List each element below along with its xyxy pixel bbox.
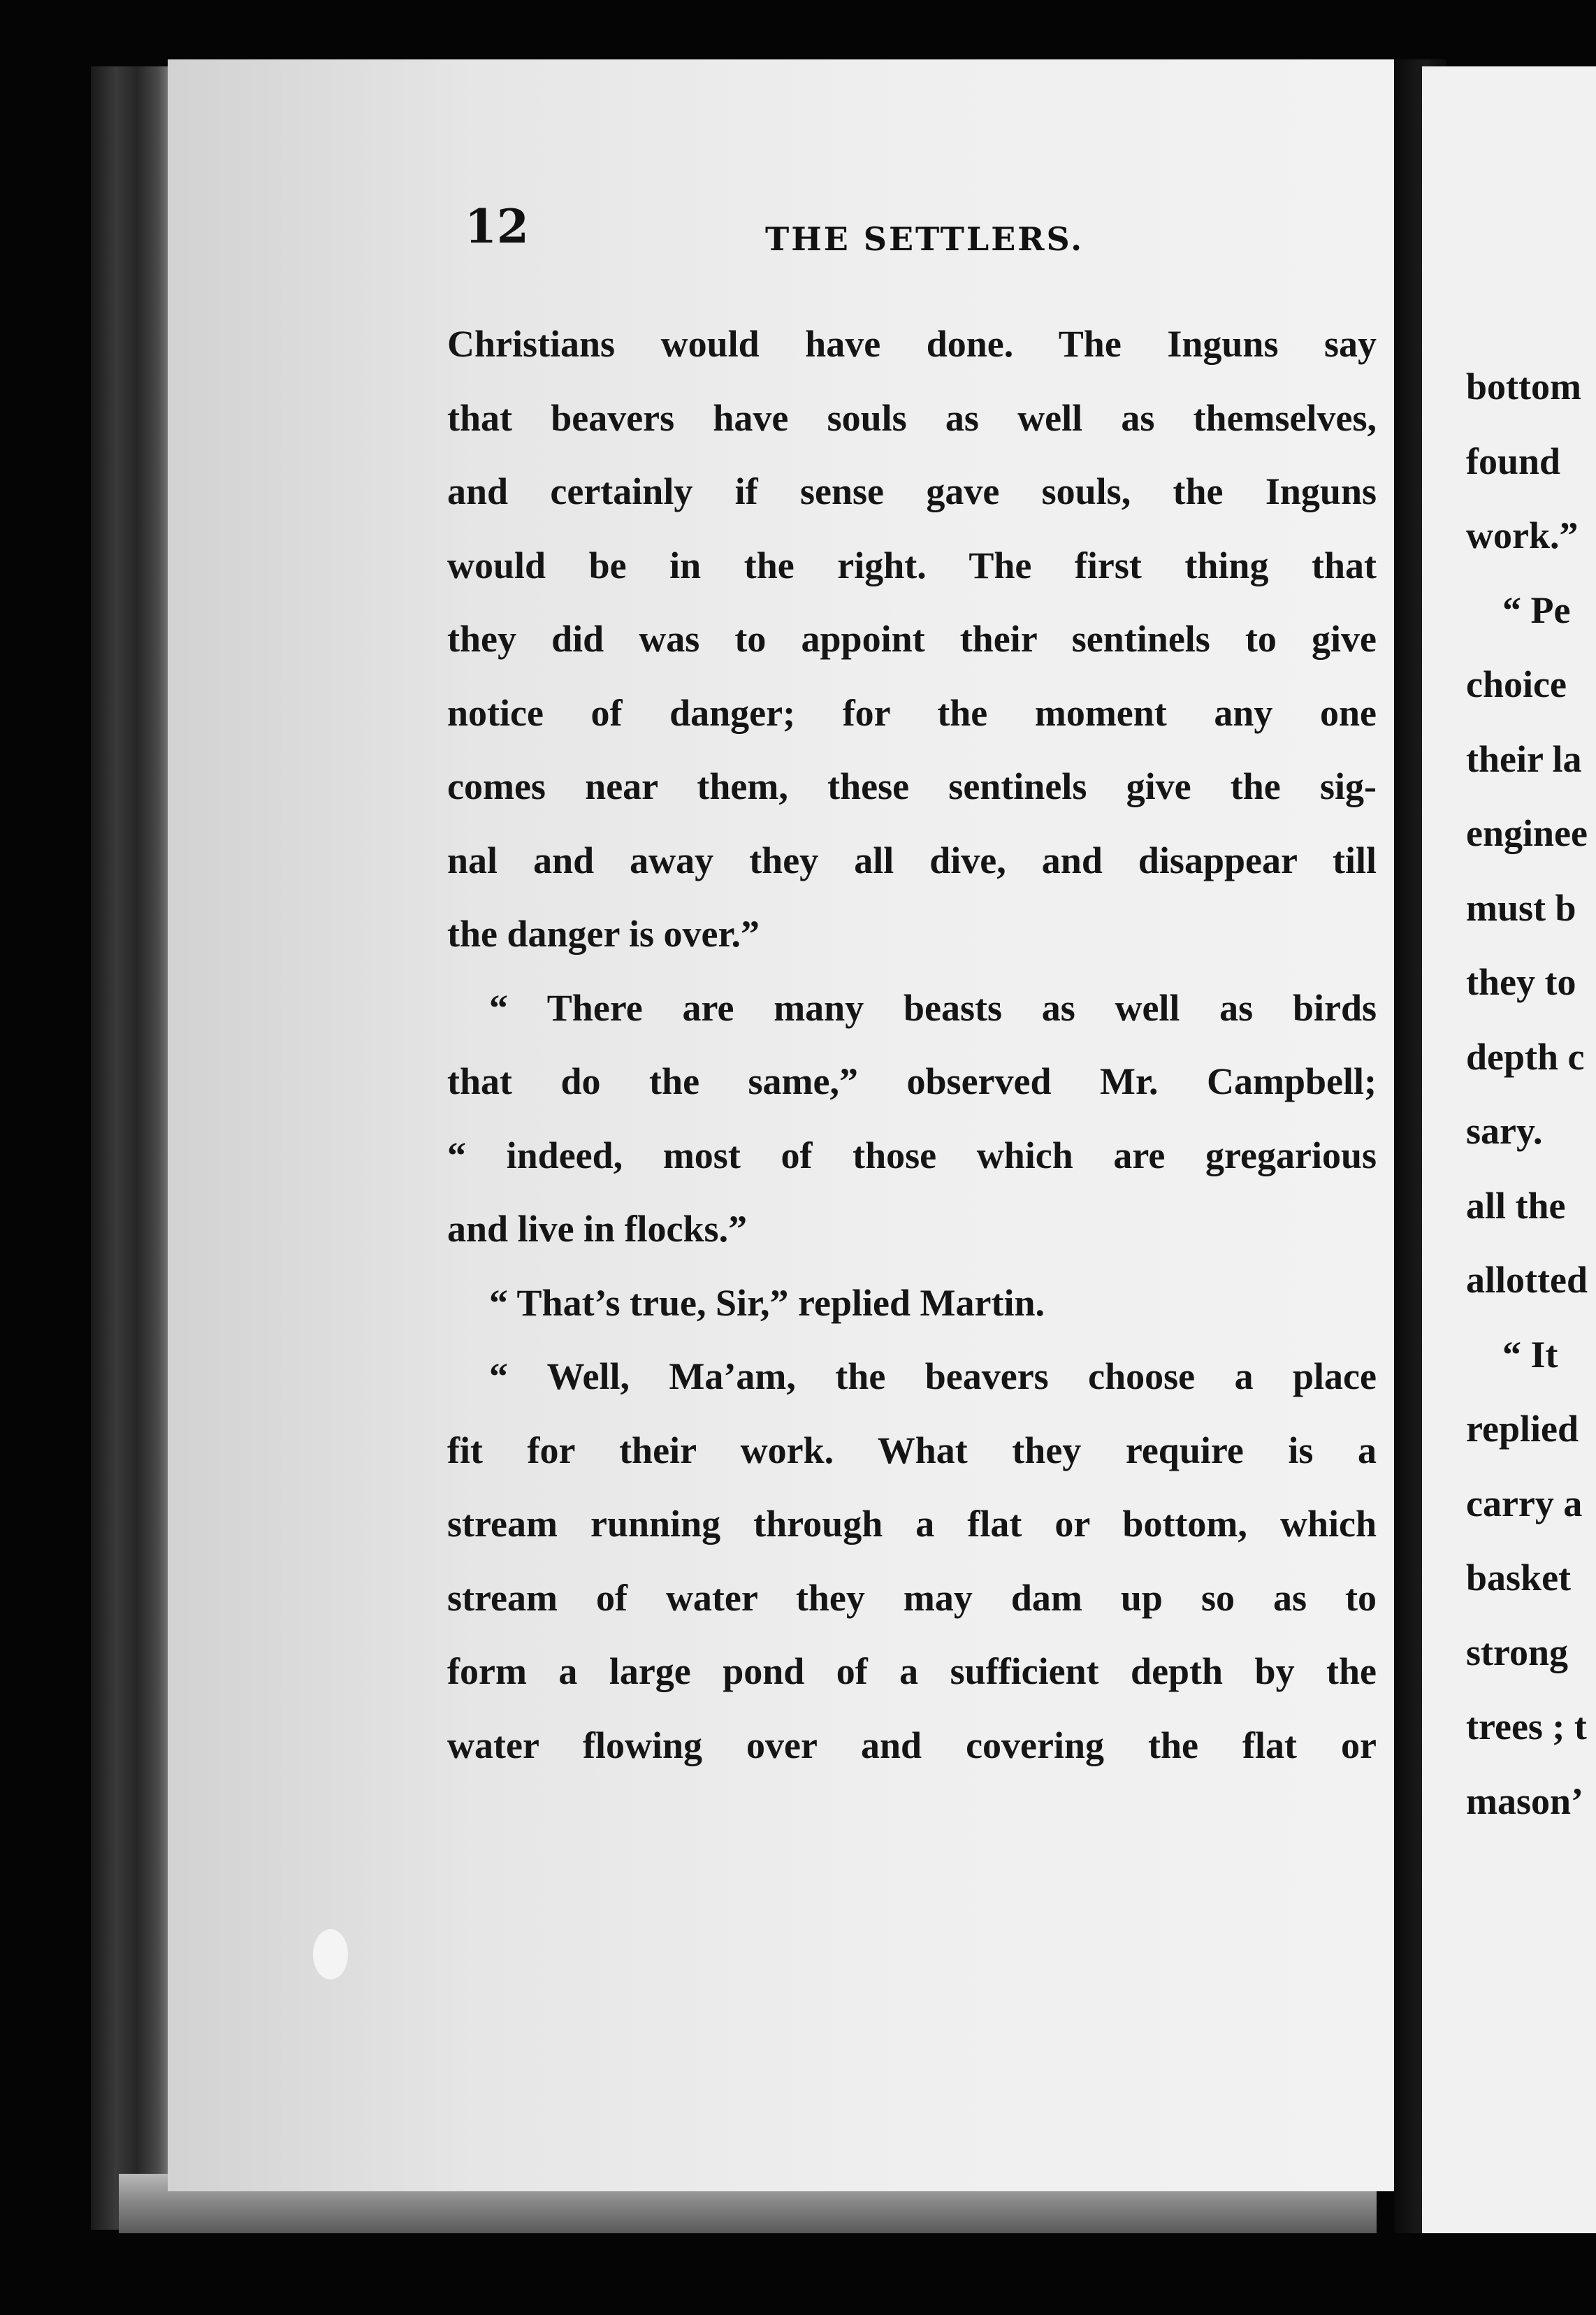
facing-text-line: “ It [1502, 1333, 1558, 1376]
facing-text-line: allotted [1466, 1259, 1588, 1301]
facing-text-line: bottom [1466, 366, 1581, 408]
text-line: “ indeed, most of those which are gregarious [447, 1134, 1377, 1176]
text-line: stream running through a flat or bottom, which [447, 1503, 1377, 1545]
facing-text-line: “ Pe [1502, 589, 1571, 631]
page-number: 12 [465, 199, 529, 254]
facing-text-line: must b [1466, 886, 1576, 929]
text-line: would be in the right. The first thing that [447, 544, 1377, 586]
facing-page-text-block [1466, 349, 1596, 1838]
text-line: “ That’s true, Sir,” replied Martin. [489, 1281, 1045, 1324]
text-line: and certainly if sense gave souls, the Inguns [447, 470, 1377, 512]
facing-text-line: replied [1466, 1408, 1579, 1450]
facing-text-line: sary. [1466, 1110, 1543, 1152]
facing-text-line: all the [1466, 1184, 1566, 1227]
text-line: that beavers have souls as well as themselves, [447, 396, 1377, 439]
paper-speck [313, 1929, 348, 1979]
facing-text-line: found [1466, 440, 1561, 482]
text-line: nal and away they all dive, and disappear till [447, 839, 1377, 881]
facing-text-line: choice [1466, 663, 1567, 705]
text-line: the danger is over.” [447, 913, 760, 955]
facing-text-line: enginee [1466, 812, 1588, 854]
facing-text-line: trees ; t [1466, 1705, 1587, 1747]
text-line: stream of water they may dam up so as to [447, 1576, 1377, 1619]
page-stack-edge [91, 66, 175, 2230]
text-line: that do the same,” observed Mr. Campbell; [447, 1060, 1377, 1102]
text-line: comes near them, these sentinels give the sig- [447, 765, 1377, 807]
facing-text-line: mason’ [1466, 1780, 1584, 1822]
facing-text-line: carry a [1466, 1482, 1583, 1524]
facing-text-line: they to [1466, 961, 1576, 1003]
text-line: form a large pond of a sufficient depth by the [447, 1650, 1377, 1692]
text-line: fit for their work. What they require is a [447, 1429, 1377, 1471]
facing-text-line: strong [1466, 1631, 1569, 1673]
facing-text-line: depth c [1466, 1035, 1585, 1078]
facing-text-line: basket [1466, 1557, 1572, 1599]
text-line: “ Well, Ma’am, the beavers choose a place [489, 1355, 1377, 1397]
text-line: Christians would have done. The Inguns say [447, 323, 1377, 365]
facing-text-line: work.” [1466, 514, 1579, 556]
text-line: and live in flocks.” [447, 1208, 748, 1250]
text-line: “ There are many beasts as well as birds [489, 986, 1377, 1029]
main-text-block [447, 308, 1377, 1782]
text-line: notice of danger; for the moment any one [447, 691, 1377, 734]
running-head: THE SETTLERS. [765, 220, 1084, 258]
text-line: water flowing over and covering the flat or [447, 1724, 1377, 1766]
facing-text-line: their la [1466, 737, 1582, 780]
text-line: they did was to appoint their sentinels to give [447, 618, 1377, 660]
